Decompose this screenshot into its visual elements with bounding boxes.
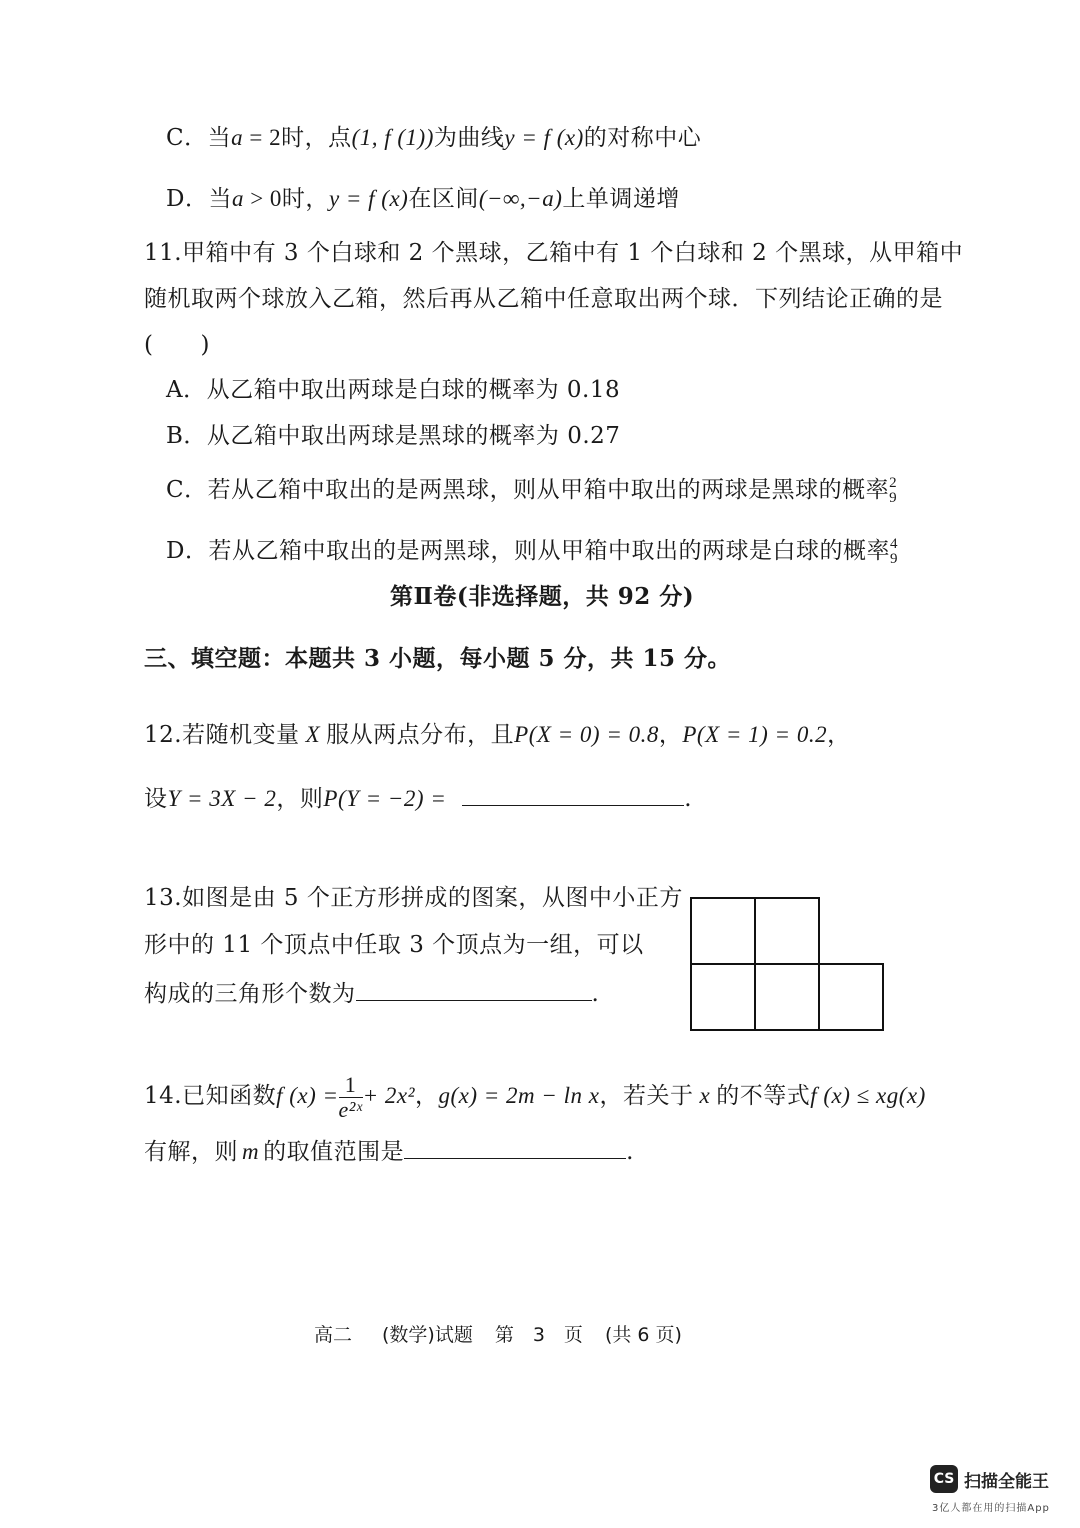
- q12-text4: ，则: [276, 786, 324, 812]
- q10-d-interval: (−∞,−a): [478, 186, 563, 211]
- square-top-middle: [754, 897, 820, 965]
- q13-line3: [144, 976, 599, 1010]
- q12-sep: ，: [658, 722, 683, 748]
- q10-c-var: a: [231, 125, 244, 150]
- q12-text2: 服从两点分布，且: [326, 722, 515, 748]
- q14-line2: [144, 1134, 634, 1168]
- q11-d-denominator: 9: [889, 551, 898, 567]
- q10-c-point: (1, f (1)): [351, 125, 434, 150]
- q10-c-curve: y = f (x): [504, 125, 584, 150]
- square-bottom-middle: [754, 963, 820, 1031]
- footer-page: 第 3 页: [494, 1324, 583, 1346]
- q14-text3: 的不等式: [716, 1083, 811, 1109]
- q14-sep: ，: [414, 1083, 439, 1109]
- q12-prob2: P(X = 1) = 0.2: [682, 722, 828, 747]
- watermark-title: 扫描全能王: [964, 1472, 1049, 1492]
- q14-answer-blank[interactable]: [404, 1134, 626, 1159]
- q10-c-cond: = 2时，点: [243, 125, 352, 150]
- q11-d-text: D．若从乙箱中取出的是两黑球，则从甲箱中取出的两球是白球的概率: [166, 538, 890, 564]
- q10-option-c: [166, 122, 701, 154]
- q14-var-x: x: [699, 1083, 711, 1108]
- q11-stem-line1: 11.甲箱中有 3 个白球和 2 个黑球，乙箱中有 1 个白球和 2 个黑球，从甲箱中: [144, 240, 964, 266]
- q12-period: .: [684, 786, 692, 812]
- q11-d-numerator: 4: [889, 536, 898, 552]
- q10-d-curve: y = f (x): [328, 186, 409, 211]
- camscanner-logo-icon: CS: [930, 1465, 958, 1493]
- q12-text1: 12.若随机变量: [144, 722, 300, 748]
- q10-d-text2: 上单调递增: [562, 186, 680, 212]
- q14-g-def: g(x) = 2m − ln x: [438, 1083, 600, 1108]
- camscanner-watermark: [930, 1465, 1060, 1515]
- q14-denominator: e²ˣ: [338, 1096, 363, 1122]
- q12-y-def: Y = 3X − 2: [167, 786, 277, 811]
- q11-c-denominator: 9: [889, 490, 898, 506]
- q10-d-cond: > 0时，: [243, 186, 329, 211]
- q14-text1: 14.已知函数: [144, 1083, 277, 1109]
- q14-text2: ，若关于: [599, 1083, 694, 1109]
- square-bottom-left: [690, 963, 756, 1031]
- part2-title: 第Ⅱ卷(非选择题，共 92 分): [390, 583, 695, 610]
- square-top-left: [690, 897, 756, 965]
- q11-option-d: [166, 535, 898, 567]
- q12-line1: [144, 719, 851, 751]
- footer-subject: (数学)试题: [382, 1324, 473, 1346]
- q11-stem-line2: 随机取两个球放入乙箱，然后再从乙箱中任意取出两个球．下列结论正确的是: [144, 286, 943, 312]
- footer-total: (共 6 页): [604, 1324, 682, 1346]
- q14-plus-term: + 2x²: [362, 1083, 415, 1108]
- q12-text3: 设: [144, 786, 168, 812]
- q14-fraction: [339, 1073, 363, 1122]
- square-bottom-right: [818, 963, 884, 1031]
- q11-c-numerator: 2: [889, 475, 898, 491]
- watermark-subtitle: 3亿人都在用的扫描App: [932, 1503, 1050, 1514]
- q12-var-x: X: [305, 722, 321, 747]
- q12-prob3: P(Y = −2) =: [323, 786, 447, 811]
- page-footer: [314, 1320, 704, 1347]
- q13-line1: 13.如图是由 5 个正方形拼成的图案，从图中小正方: [144, 885, 683, 911]
- q12-comma: ，: [827, 722, 851, 748]
- q10-c-text: 为曲线: [433, 125, 505, 151]
- q10-d-label: D．当: [166, 186, 232, 212]
- q14-f-def: f (x) =: [276, 1083, 339, 1108]
- q11-option-a: A．从乙箱中取出两球是白球的概率为 0.18: [166, 377, 621, 403]
- q13-period: .: [591, 981, 600, 1007]
- q14-var-m: m: [242, 1139, 260, 1164]
- q11-option-c: [166, 474, 897, 506]
- q10-d-text: 在区间: [408, 186, 479, 212]
- q10-c-text2: 的对称中心: [583, 125, 702, 151]
- q12-prob1: P(X = 0) = 0.8: [514, 722, 659, 747]
- section3-title: 三、填空题：本题共 3 小题，每小题 5 分，共 15 分。: [144, 645, 732, 672]
- q14-line1: [144, 1072, 926, 1122]
- q14-text5: 的取值范围是: [263, 1139, 405, 1165]
- q13-squares-figure: [690, 897, 886, 1035]
- q11-d-fraction: [890, 537, 898, 567]
- q10-d-var: a: [231, 186, 244, 211]
- q14-numerator: 1: [339, 1073, 363, 1098]
- q12-line2: [144, 781, 692, 815]
- q10-option-d: [166, 183, 680, 215]
- q14-text4: 有解，则: [144, 1139, 238, 1165]
- q11-c-fraction: [889, 476, 897, 506]
- q11-answer-paren: ( ): [144, 332, 210, 358]
- footer-grade: 高二: [314, 1324, 353, 1346]
- q14-inequality: f (x) ≤ xg(x): [810, 1083, 926, 1108]
- q13-answer-blank[interactable]: [356, 976, 592, 1001]
- q11-option-b: B．从乙箱中取出两球是黑球的概率为 0.27: [166, 423, 621, 449]
- q11-c-text: C．若从乙箱中取出的是两黑球，则从甲箱中取出的两球是黑球的概率: [166, 477, 890, 503]
- q10-c-label: C．当: [166, 125, 232, 151]
- q13-text: 构成的三角形个数为: [144, 981, 356, 1007]
- q14-period: .: [626, 1139, 634, 1165]
- q12-answer-blank[interactable]: [462, 781, 684, 806]
- q13-line2: 形中的 11 个顶点中任取 3 个顶点为一组，可以: [144, 932, 644, 958]
